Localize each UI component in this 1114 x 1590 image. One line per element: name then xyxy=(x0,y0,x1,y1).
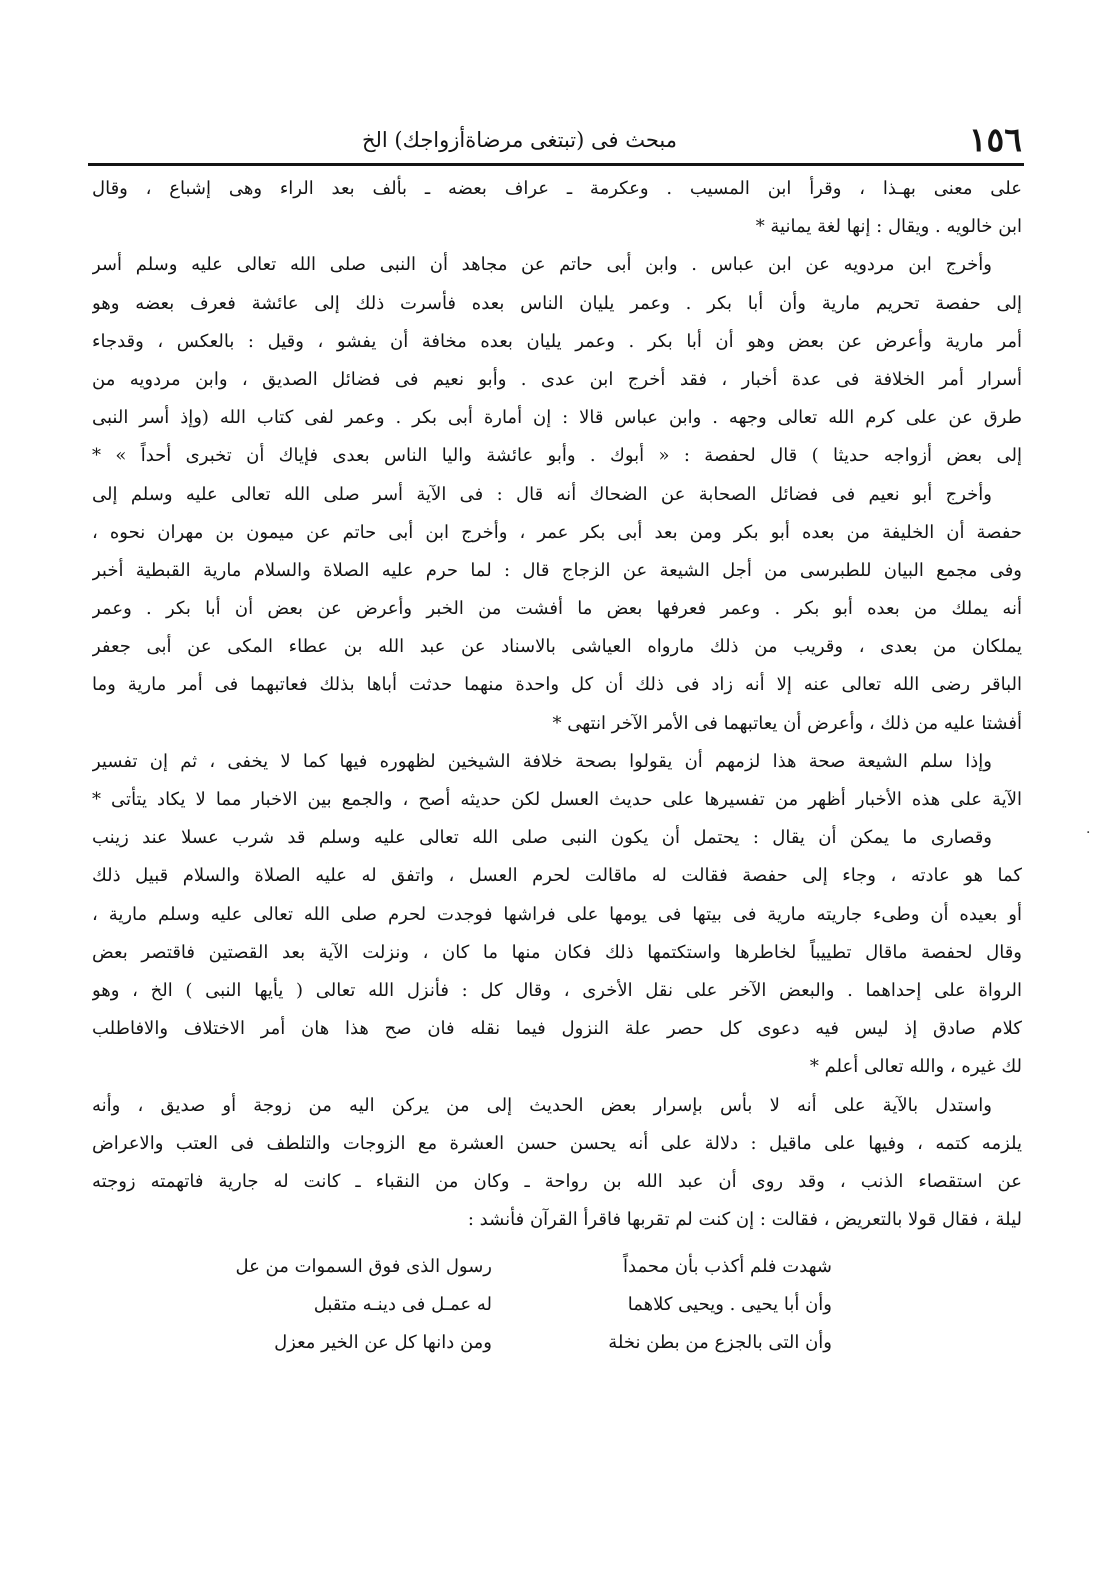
text-line: أنه يملك من بعده أبو بكر . وعمر فعرفها بعض ما أفشت من الخبر وأعرض عن بعض أن أبا بكر . وعمر xyxy=(92,598,1022,620)
text-line: على معنى بهـذا ، وقرأ ابن المسيب . وعكرمة ـ عراف بعضه ـ بألف بعد الراء وهى إشباع ، وقال xyxy=(92,178,1022,199)
text-line: ليلة ، فقال قولا بالتعريض ، فقالت : إن كنت لم تقربها فاقرأ القرآن فأنشد : xyxy=(467,1209,1022,1231)
text-line: وأخرج أبو نعيم فى فضائل الصحابة عن الضحاك أنه قال : فى الآية أسر صلى الله تعالى عليه وسلم إلى xyxy=(92,483,992,505)
text-line: واستدل بالآية على أنه لا بأس بإسرار بعض الحديث إلى من يركن اليه من زوجة أو صديق ، وأنه xyxy=(92,1094,992,1116)
text-line: وقال لحفصة ماقال تطييباً لخاطرها واستكتمها ذلك فكان منها ما كان ، ونزلت الآية بعد القصتين فاقتصر بعض xyxy=(92,941,1022,963)
running-title: مبحث فى (تبتغى مرضاةأزواجك) الخ xyxy=(361,128,677,152)
text-line: حفصة أن الخليفة من بعده أبو بكر ومن بعد أبى بكر عمر ، وأخرج ابن أبى حاتم عن ميمون بن مهران نحوه ، xyxy=(92,521,1022,543)
verse-line xyxy=(92,1248,1022,1286)
text-line: أفشتا عليه من ذلك ، وأعرض أن يعاتبهما فى الأمر الآخر انتهى * xyxy=(552,712,1022,734)
text-line: عن استقصاء الذنب ، وقد روى أن عبد الله بن رواحة ـ وكان من النقباء ـ كانت له جارية فاتهمته زوجته xyxy=(92,1170,1022,1192)
verse-line xyxy=(92,1324,1022,1362)
verse-second-hemistich: رسول الذى فوق السموات من عل xyxy=(235,1255,492,1277)
text-line: أسرار أمر الخلافة فى عدة أخبار ، فقد أخرج ابن عدى . وأبو نعيم فى فضائل الصديق ، وابن مردويه من xyxy=(92,368,1022,390)
text-line: إلى بعض أزواجه حديثا ) قال لحفصة : « أبوك . وأبو عائشة واليا الناس بعدى فإياك أن تخبرى أحداً » * xyxy=(92,445,1022,467)
body-text xyxy=(92,170,1022,1239)
text-line: وإذا سلم الشيعة صحة هذا لزمهم أن يقولوا بصحة خلافة الشيخين لظهوره فيها كما لا يخفى ، ثم إن تفسير xyxy=(92,750,992,772)
text-line: أو بعيده أن وطىء جاريته مارية فى بيتها فى يومها على فراشها فوجدت لحرم صلى الله تعالى عليه وسلم مارية ، xyxy=(92,903,1022,925)
verse-second-hemistich: ومن دانها كل عن الخير معزل xyxy=(274,1331,492,1353)
text-line: الباقر رضى الله تعالى عنه إلا أنه زاد فى ذلك أن كل واحدة منهما حدثت أباها بذلك فعاتبهما فى أمر مارية وما xyxy=(92,674,1022,696)
text-line: طرق عن على كرم الله تعالى وجهه . وابن عباس قالا : إن أمارة أبى بكر . وعمر لفى كتاب الله (وإذ أسر النبى xyxy=(92,407,1022,429)
text-line: يملكان من بعدى ، وقريب من ذلك مارواه العياشى بالاسناد عن عبد الله بن عطاء المكى عن أبى جعفر xyxy=(92,636,1022,658)
text-line: ابن خالويه . ويقال : إنها لغة يمانية * xyxy=(755,216,1022,238)
verse-first-hemistich: وأن التى بالجزع من بطن نخلة xyxy=(608,1331,832,1353)
text-line: إلى حفصة تحريم مارية وأن أبا بكر . وعمر يليان الناس بعده فأسرت ذلك إلى عائشة فعرف بعضه وهو xyxy=(92,292,1022,314)
text-line: وأخرج ابن مردويه عن ابن عباس . وابن أبى حاتم عن مجاهد أن النبى صلى الله تعالى عليه وسلم أسر xyxy=(92,254,992,276)
text-line: وقصارى ما يمكن أن يقال : يحتمل أن يكون النبى صلى الله تعالى عليه وسلم قد شرب عسلا عند زينب xyxy=(92,827,992,849)
text-line: أمر مارية وأعرض عن بعض وهو أن أبا بكر . وعمر يليان بعده مخافة أن يفشو ، وقيل : بالعكس ، وقدجاء xyxy=(92,330,1022,352)
text-line: يلزمه كتمه ، وفيها على ماقيل : دلالة على أنه يحسن حسن العشرة مع الزوجات والتلطف فى العتب والاعراض xyxy=(92,1132,1022,1154)
verse-first-hemistich: شهدت فلم أكذب بأن محمداً xyxy=(623,1255,832,1277)
text-line: الآية على هذه الأخبار أظهر من تفسيرها على حديث العسل لكن حديثه أصح ، والجمع بين الاخبار مما لا يكاد يتأتى * xyxy=(92,789,1022,810)
page-number: ١٥٦ xyxy=(968,120,1022,159)
text-line: الرواة على إحداهما . والبعض الآخر على نقل الأخرى ، وقال كل : فأنزل الله تعالى ( يأيها النبى ) الخ ، وهو xyxy=(92,979,1022,1001)
verse-second-hemistich: له عمـل فى دينـه متقبل xyxy=(313,1293,492,1315)
page-header xyxy=(90,118,1022,162)
margin-mark: · xyxy=(1086,825,1091,841)
text-line: وفى مجمع البيان للطبرسى من أجل الشيعة عن الزجاج قال : لما حرم عليه الصلاة والسلام مارية القبطية أخبر xyxy=(92,559,1022,581)
verse-line xyxy=(92,1286,1022,1324)
text-line: لك غيره ، والله تعالى أعلم * xyxy=(809,1056,1022,1078)
text-line: كلام صادق إذ ليس فيه دعوى كل حصر علة النزول فيما نقله فان صح هذا هان أمر الاختلاف والافاطلب xyxy=(92,1018,1022,1040)
text-line: كما هو عادته ، وجاء إلى حفصة فقالت له ماقالت لحرم العسل ، واتفق له عليه الصلاة والسلام قبيل ذلك xyxy=(92,865,1022,887)
verse-first-hemistich: وأن أبا يحيى . ويحيى كلاهما xyxy=(627,1293,832,1315)
header-rule xyxy=(88,163,1024,166)
